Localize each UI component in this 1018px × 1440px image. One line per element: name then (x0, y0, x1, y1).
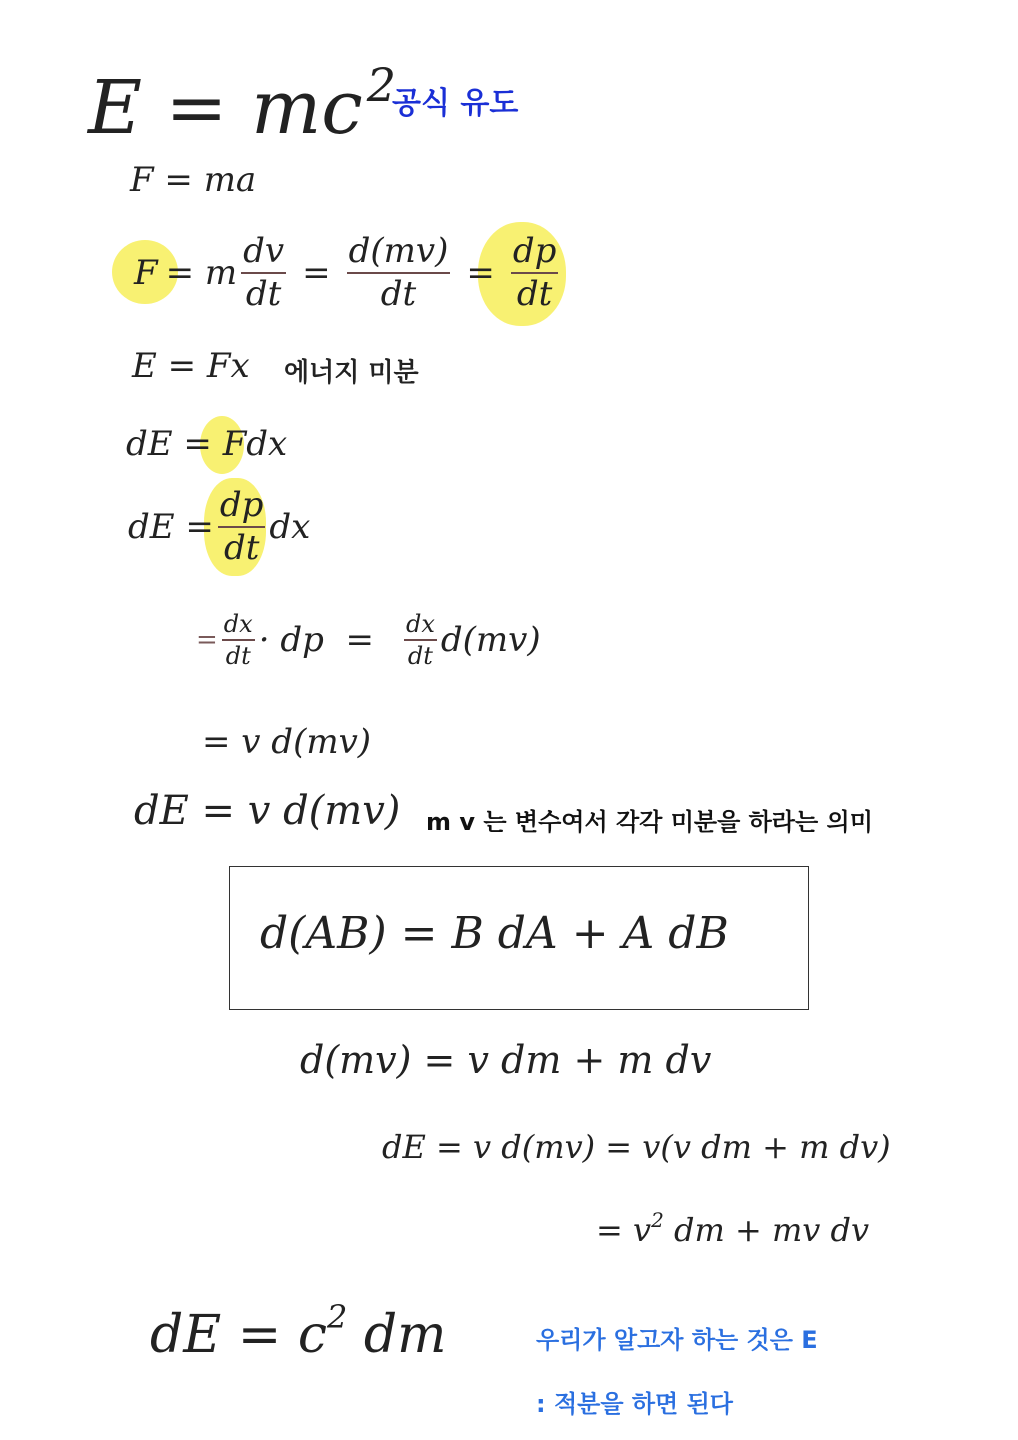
eq-dxdt-eq: = (196, 625, 218, 655)
eq-product-rule: d(AB) = B dA + A dB (260, 908, 729, 959)
frac-dx2-num: dx (405, 609, 435, 638)
eq-final-sup: 2 (651, 1208, 664, 1232)
frac-dmv-dt (347, 230, 451, 314)
note-blue-integrate: : 적분을 하면 된다 (536, 1390, 733, 1418)
frac-dv-den: dt (245, 274, 282, 314)
eq-de-dpdt (128, 482, 310, 572)
note-blue-goal: 우리가 알고자 하는 것은 E (536, 1326, 818, 1354)
frac-bar (404, 639, 437, 641)
frac-dv-num: dv (243, 230, 285, 271)
frac-dx-dt-2 (404, 611, 437, 670)
eq-de-fdx-F: F (222, 424, 247, 464)
frac-dv-dt (241, 230, 286, 314)
frac-bar (222, 639, 255, 641)
eq-dxdt-rest: d(mv) (440, 620, 541, 660)
eq-final-pre: = v (596, 1211, 652, 1249)
eq-f-eq3: = (466, 253, 495, 293)
frac-dx2-den: dt (407, 642, 433, 670)
note-mv-variables: m v 는 변수여서 각각 미분을 하라는 의미 (426, 808, 873, 836)
frac-dp2-den: dt (223, 528, 260, 568)
frac-dx-den: dt (225, 642, 251, 670)
frac-dp-num: dp (512, 230, 557, 271)
frac-dp2-num: dp (219, 484, 264, 525)
frac-dx-num: dx (223, 609, 253, 638)
frac-dmv-den: dt (380, 274, 417, 314)
eq-c2dm-pre: dE = c (150, 1305, 327, 1365)
eq-dmv: d(mv) = v dm + m dv (300, 1038, 712, 1082)
eq-de-dpdt-rest: dx (269, 507, 311, 547)
title-formula-sup: 2 (366, 58, 396, 112)
eq-c2dm-sup: 2 (327, 1298, 348, 1336)
frac-dmv-num: d(mv) (348, 230, 449, 271)
eq-f-symbol: F (134, 253, 158, 293)
eq-de-c2dm (150, 1298, 446, 1365)
frac-dp-dt-2 (218, 484, 266, 568)
frac-dx-dt (222, 611, 255, 670)
title-formula-base: E = mc (88, 65, 363, 151)
eq-de-vdmv: dE = v d(mv) (134, 788, 401, 834)
eq-de-expand: dE = v d(mv) = v(v dm + m dv) (382, 1128, 891, 1166)
eq-c2dm-post: dm (347, 1305, 447, 1365)
title-label: 공식 유도 (392, 86, 519, 121)
eq-final-post: dm + mv dv (663, 1211, 870, 1249)
eq-dxdt-mid: · dp = (258, 620, 374, 660)
eq-de-fdx (126, 424, 287, 464)
eq-dxdt (196, 602, 541, 678)
eq-f-derivative (134, 228, 562, 318)
frac-dp-den: dt (516, 274, 553, 314)
eq-f-eq2: = (302, 253, 331, 293)
eq-f-eq1: = m (165, 253, 238, 293)
eq-v-dmv: = v d(mv) (202, 722, 372, 762)
eq-de-final-step (596, 1208, 869, 1249)
frac-dp-dt (511, 230, 559, 314)
title-formula (88, 40, 396, 153)
note-energy-derivative: 에너지 미분 (284, 358, 419, 388)
eq-e-fx: E = Fx (132, 346, 250, 386)
eq-de-dpdt-lhs: dE = (128, 507, 214, 547)
eq-de-fdx-rest: dx (246, 424, 288, 464)
eq-de-fdx-lhs: dE = (126, 424, 212, 464)
eq-f-ma: F = ma (130, 160, 257, 200)
